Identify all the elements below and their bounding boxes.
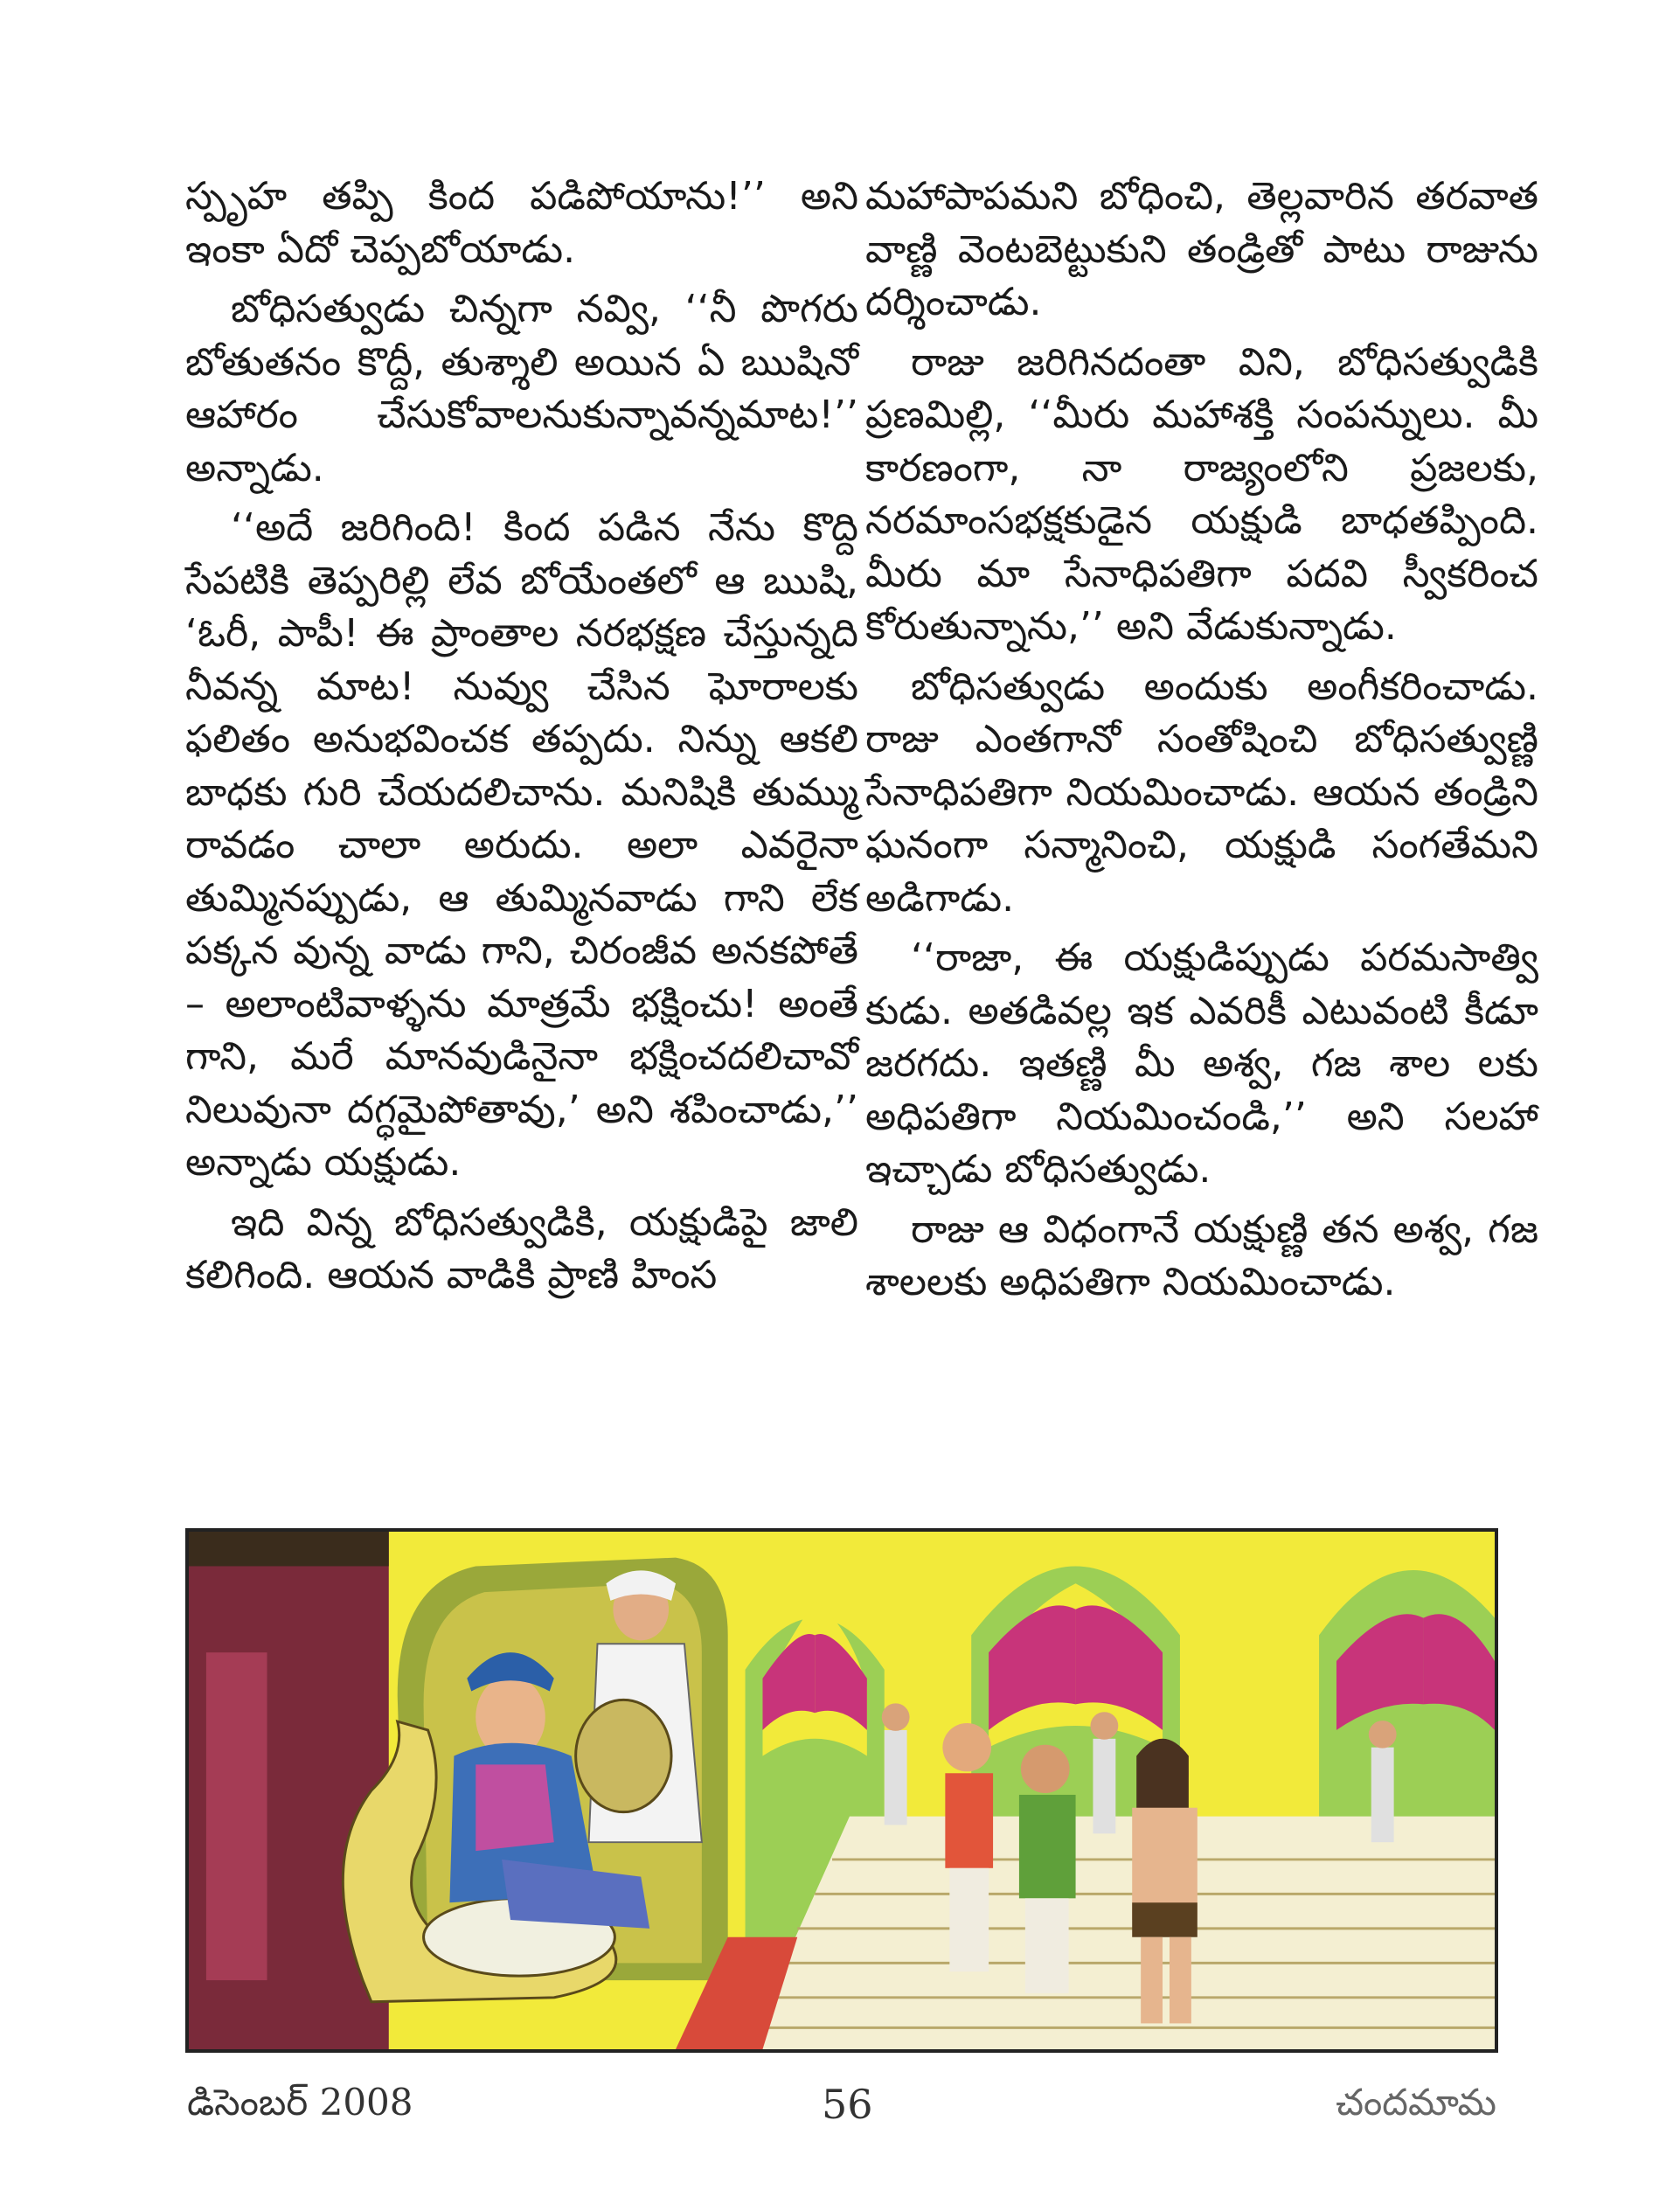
paragraph: ‘‘రాజా, ఈ యక్షుడిప్పుడు పరమసాత్వి కుడు. అతడివల్ల ఇక ఎవరికీ ఎటువంటి కీడూ జరగదు. ఇతణ్ణి మీ అశ్వ, గజ శాల లకు అధిపతిగా నియమించండి,’’ అని సలహా ఇచ్చాడు బోధిసత్వుడు.	[865, 935, 1538, 1192]
page-number: 56	[822, 2081, 873, 2128]
footer-date: డిసెంబర్ 2008	[187, 2081, 413, 2124]
paragraph: ఇది విన్న బోధిసత్వుడికి, యక్షుడిపై జాలి కలిగింది. ఆయన వాడికి ప్రాణి హింస	[185, 1199, 858, 1297]
paragraph: రాజు ఆ విధంగానే యక్షుణ్ణి తన అశ్వ, గజ శాలలకు అధిపతిగా నియమించాడు.	[865, 1206, 1538, 1304]
paragraph: స్పృహ తప్పి కింద పడిపోయాను!’’ అని ఇంకా ఏదో చెప్పబోయాడు.	[185, 174, 858, 272]
paragraph: మహాపాపమని బోధించి, తెల్లవారిన తరవాత వాణ్ణి వెంటబెట్టుకుని తండ్రితో పాటు రాజును దర్శించాడు.	[865, 174, 1538, 324]
right-text-column	[865, 170, 1538, 1310]
left-text-column	[185, 170, 858, 1303]
paragraph: ‘‘అదే జరిగింది! కింద పడిన నేను కొద్ది సేపటికి తెప్పరిల్లి లేవ బోయేంతలో ఆ ఋషి, ‘ఓరీ, పాపీ! ఈ ప్రాంతాల నరభక్షణ చేస్తున్నది నీవన్న మాట! నువ్వు చేసిన ఘోరాలకు ఫలితం అనుభవించక తప్పదు. నిన్ను ఆకలి బాధకు గురి చేయదలిచాను. మనిషికి తుమ్ము రావడం చాలా అరుదు. అలా ఎవరైనా తుమ్మినప్పుడు, ఆ తుమ్మినవాడు గాని లేక పక్కన వున్న వాడు గాని, చిరంజీవ అనకపోతే – అలాంటివాళ్ళను మాత్రమే భక్షించు! అంతే గాని, మరే మానవుడినైనా భక్షించదలిచావో నిలువునా దగ్ధమైపోతావు,’ అని శపించాడు,’’ అన్నాడు యక్షుడు.	[185, 505, 858, 1185]
paragraph: బోధిసత్వుడు అందుకు అంగీకరించాడు. రాజు ఎంతగానో సంతోషించి బోధిసత్వుణ్ణి సేనాధిపతిగా నియమించాడు. ఆయన తండ్రిని ఘనంగా సన్మానించి, యక్షుడి సంగతేమని అడిగాడు.	[865, 664, 1538, 921]
court-scene-illustration	[185, 1528, 1498, 2053]
magazine-name: చందమామ	[1336, 2081, 1496, 2124]
paragraph: రాజు జరిగినదంతా విని, బోధిసత్వుడికి ప్రణమిల్లి, ‘‘మీరు మహాశక్తి సంపన్నులు. మీ కారణంగా, నా రాజ్యంలోని ప్రజలకు, నరమాంసభక్షకుడైన యక్షుడి బాధతప్పింది. మీరు మా సేనాధిపతిగా పదవి స్వీకరించ కోరుతున్నాను,’’ అని వేడుకున్నాడు.	[865, 339, 1538, 649]
illustration-drawing	[189, 1532, 1495, 2049]
paragraph: బోధిసత్వుడు చిన్నగా నవ్వి, ‘‘నీ పొగరు బోతుతనం కొద్దీ, తుశ్శాలి అయిన ఏ ఋషినో ఆహారం చేసుకోవాలనుకున్నావన్నమాట!’’ అన్నాడు.	[185, 287, 858, 490]
